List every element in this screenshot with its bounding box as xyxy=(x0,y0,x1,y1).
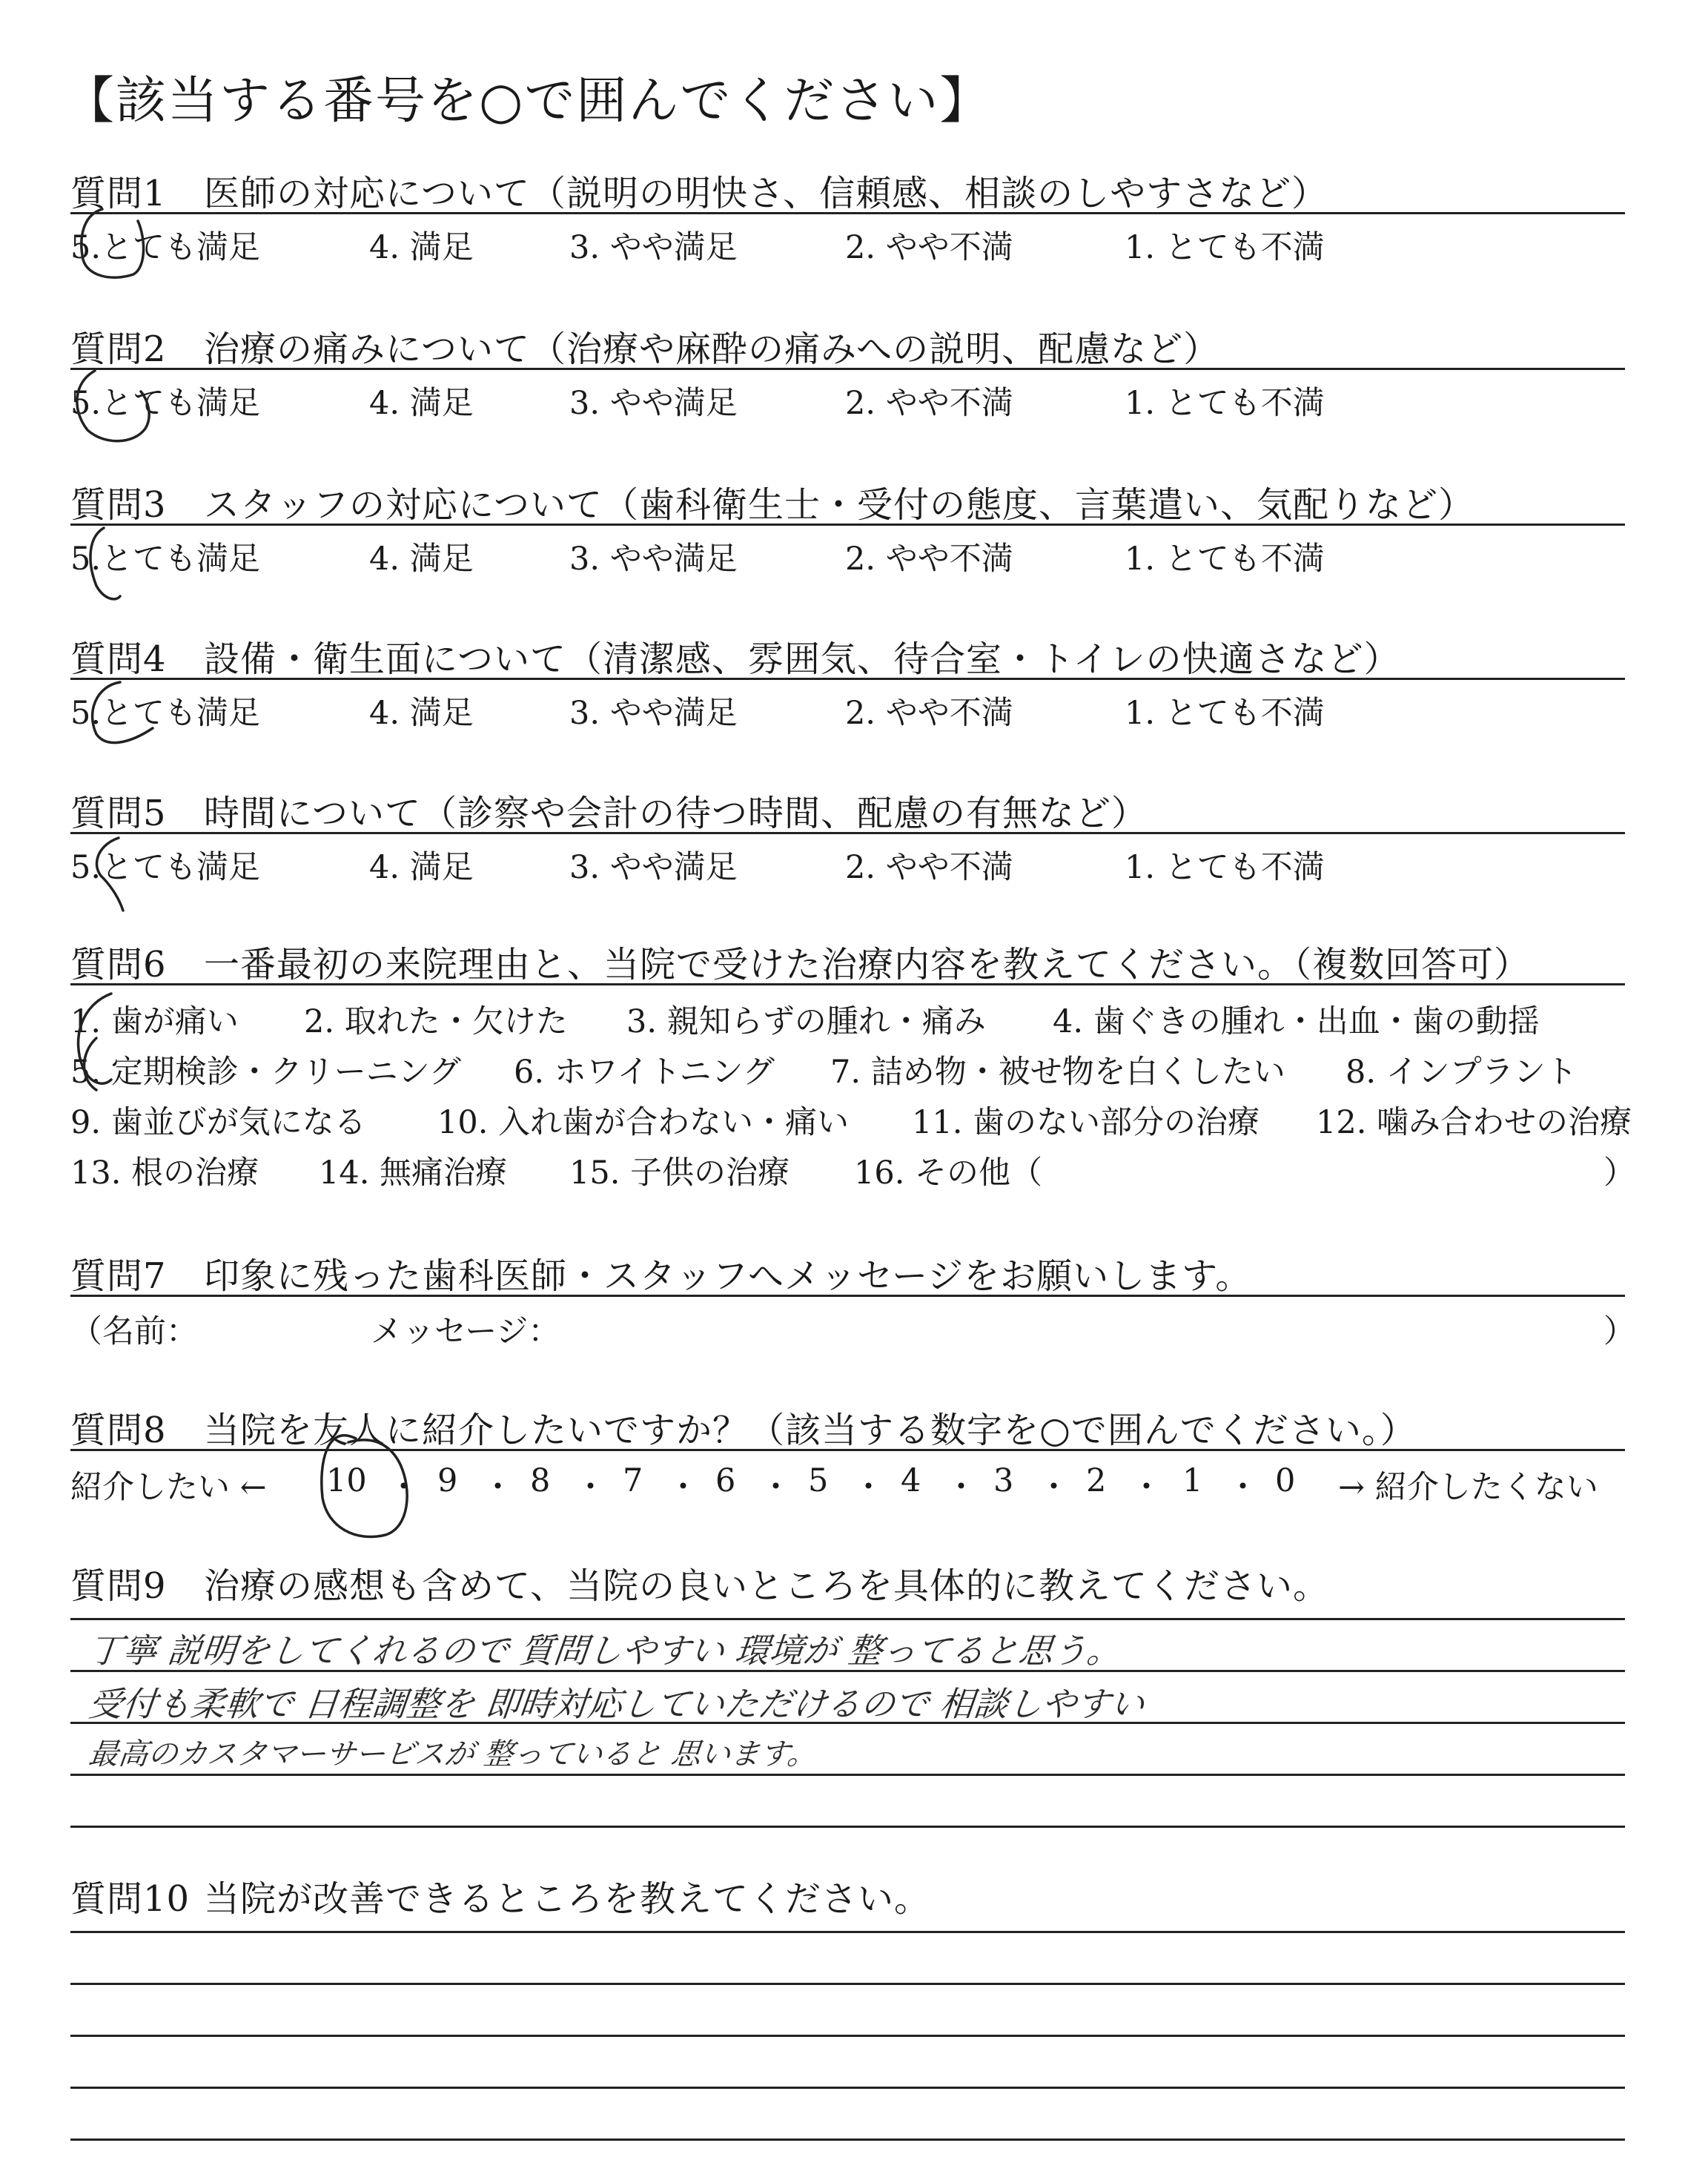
scale-separator: ・ xyxy=(388,1469,420,1506)
rating-option-3[interactable]: 3. やや満足 xyxy=(569,385,738,422)
rating-option-3[interactable]: 3. やや満足 xyxy=(569,229,738,266)
rating-option-1[interactable]: 1. とても不満 xyxy=(1125,229,1325,266)
question-text: 印象に残った歯科医師・スタッフへメッセージをお願いします。 xyxy=(204,1255,1252,1297)
question-rule xyxy=(70,1295,1625,1297)
answer-line xyxy=(70,1983,1625,1985)
question-text: 当院が改善できるところを教えてください。 xyxy=(204,1878,931,1920)
rating-option-5[interactable]: 5.とても満足 xyxy=(70,541,261,578)
question-5 xyxy=(70,785,1148,836)
recommend-right-label: → 紹介したくない xyxy=(1338,1469,1598,1506)
question-number: 質問7 xyxy=(70,1255,167,1297)
scale-separator: ・ xyxy=(1131,1469,1162,1506)
question-number: 質問3 xyxy=(70,484,167,526)
q9-handwritten-line-1: 丁寧 説明をしてくれるので 質問しやすい 環境が 整ってると思う。 xyxy=(86,1631,1124,1671)
question-number: 質問4 xyxy=(70,638,167,680)
rating-option-3[interactable]: 3. やや満足 xyxy=(569,695,738,732)
q6-option-6[interactable]: 6. ホワイトニング xyxy=(514,1054,775,1091)
scale-4[interactable]: 4 xyxy=(901,1462,921,1499)
rating-option-1[interactable]: 1. とても不満 xyxy=(1125,695,1325,732)
rating-option-3[interactable]: 3. やや満足 xyxy=(569,541,738,578)
rating-option-2[interactable]: 2. やや不満 xyxy=(845,695,1013,732)
scale-2[interactable]: 2 xyxy=(1086,1462,1107,1499)
rating-option-1[interactable]: 1. とても不満 xyxy=(1125,541,1325,578)
rating-option-2[interactable]: 2. やや不満 xyxy=(845,849,1013,886)
scale-separator: ・ xyxy=(1227,1469,1259,1506)
scale-8[interactable]: 8 xyxy=(530,1462,551,1499)
question-rule xyxy=(70,212,1625,214)
question-text: 設備・衛生面について（清潔感、雰囲気、待合室・トイレの快適さなど） xyxy=(204,638,1400,680)
question-rule xyxy=(70,678,1625,680)
scale-separator: ・ xyxy=(575,1469,606,1506)
scale-10[interactable]: 10 xyxy=(326,1462,367,1499)
q6-option-3[interactable]: 3. 親知らずの腫れ・痛み xyxy=(626,1003,986,1040)
q6-option-8[interactable]: 8. インプラント xyxy=(1345,1054,1578,1091)
name-label[interactable]: （名前： xyxy=(70,1313,198,1350)
answer-line xyxy=(70,1618,1625,1620)
rating-option-1[interactable]: 1. とても不満 xyxy=(1125,849,1325,886)
question-3 xyxy=(70,476,1474,527)
scale-separator: ・ xyxy=(853,1469,884,1506)
q9-handwritten-line-3: 最高のカスタマーサービスが 整っていると 思います。 xyxy=(87,1737,819,1771)
question-9 xyxy=(70,1557,1329,1608)
answer-line xyxy=(70,2138,1625,2141)
q7-close-paren: ） xyxy=(1603,1313,1635,1350)
scale-separator: ・ xyxy=(1038,1469,1070,1506)
question-4 xyxy=(70,630,1400,681)
rating-option-4[interactable]: 4. 満足 xyxy=(369,695,474,732)
q6-close-paren: ） xyxy=(1603,1155,1635,1192)
scale-7[interactable]: 7 xyxy=(623,1462,643,1499)
message-label[interactable]: メッセージ： xyxy=(371,1313,560,1350)
answer-line xyxy=(70,1931,1625,1933)
question-number: 質問10 xyxy=(70,1878,191,1920)
question-rule xyxy=(70,524,1625,526)
question-rule xyxy=(70,983,1625,985)
question-number: 質問2 xyxy=(70,328,167,370)
scale-separator: ・ xyxy=(760,1469,792,1506)
answer-line xyxy=(70,1826,1625,1828)
answer-line xyxy=(70,1774,1625,1776)
recommend-left-label: 紹介したい ← xyxy=(70,1469,267,1506)
question-number: 質問9 xyxy=(70,1565,167,1607)
rating-option-1[interactable]: 1. とても不満 xyxy=(1125,385,1325,422)
form-title: 【該当する番号を○で囲んでください】 xyxy=(64,72,992,131)
scale-separator: ・ xyxy=(945,1469,977,1506)
q6-option-13[interactable]: 13. 根の治療 xyxy=(70,1155,259,1192)
question-1 xyxy=(70,165,1328,216)
rating-option-2[interactable]: 2. やや不満 xyxy=(845,229,1013,266)
scale-6[interactable]: 6 xyxy=(715,1462,736,1499)
answer-line xyxy=(70,2035,1625,2037)
rating-option-3[interactable]: 3. やや満足 xyxy=(569,849,738,886)
rating-option-4[interactable]: 4. 満足 xyxy=(369,541,474,578)
rating-option-5[interactable]: 5.とても満足 xyxy=(70,849,261,886)
q6-option-2[interactable]: 2. 取れた・欠けた xyxy=(304,1003,568,1040)
rating-option-4[interactable]: 4. 満足 xyxy=(369,849,474,886)
question-number: 質問6 xyxy=(70,944,167,985)
q6-option-9[interactable]: 9. 歯並びが気になる xyxy=(70,1104,366,1141)
q6-option-12[interactable]: 12. 噛み合わせの治療 xyxy=(1316,1104,1632,1141)
question-6 xyxy=(70,936,1530,987)
rating-option-2[interactable]: 2. やや不満 xyxy=(845,541,1013,578)
question-text: 時間について（診察や会計の待つ時間、配慮の有無など） xyxy=(204,793,1148,834)
question-10 xyxy=(70,1870,930,1921)
rating-option-5[interactable]: 5.とても満足 xyxy=(70,695,261,732)
question-text: 医師の対応について（説明の明快さ、信頼感、相談のしやすさなど） xyxy=(204,173,1328,214)
rating-option-2[interactable]: 2. やや不満 xyxy=(845,385,1013,422)
rating-option-5[interactable]: 5.とても満足 xyxy=(70,229,261,266)
q6-option-11[interactable]: 11. 歯のない部分の治療 xyxy=(912,1104,1260,1141)
scale-3[interactable]: 3 xyxy=(993,1462,1014,1499)
q6-option-14[interactable]: 14. 無痛治療 xyxy=(319,1155,508,1192)
scale-separator: ・ xyxy=(667,1469,699,1506)
scale-5[interactable]: 5 xyxy=(808,1462,829,1499)
q6-option-15[interactable]: 15. 子供の治療 xyxy=(569,1155,790,1192)
q6-option-10[interactable]: 10. 入れ歯が合わない・痛い xyxy=(437,1104,850,1141)
question-number: 質問8 xyxy=(70,1410,167,1451)
question-8 xyxy=(70,1401,1417,1453)
q6-option-5[interactable]: 5. 定期検診・クリーニング xyxy=(70,1054,461,1091)
question-2 xyxy=(70,320,1219,371)
question-number: 質問1 xyxy=(70,173,167,214)
q6-option-1[interactable]: 1. 歯が痛い xyxy=(70,1003,239,1040)
q6-option-7[interactable]: 7. 詰め物・被せ物を白くしたい xyxy=(830,1054,1285,1091)
question-text: 治療の感想も含めて、当院の良いところを具体的に教えてください。 xyxy=(204,1565,1330,1607)
q6-option-4[interactable]: 4. 歯ぐきの腫れ・出血・歯の動揺 xyxy=(1053,1003,1540,1040)
question-text: スタッフの対応について（歯科衛生士・受付の態度、言葉遣い、気配りなど） xyxy=(204,484,1475,526)
rating-option-5[interactable]: 5.とても満足 xyxy=(70,385,261,422)
question-text: 治療の痛みについて（治療や麻酔の痛みへの説明、配慮など） xyxy=(204,328,1220,370)
q6-option-16[interactable]: 16. その他（ xyxy=(854,1155,1043,1192)
question-rule xyxy=(70,368,1625,370)
question-text: 一番最初の来院理由と、当院で受けた治療内容を教えてください。（複数回答可） xyxy=(204,944,1531,985)
rating-option-4[interactable]: 4. 満足 xyxy=(369,385,474,422)
question-7 xyxy=(70,1247,1251,1298)
q9-handwritten-line-2: 受付も柔軟で 日程調整を 即時対応していただけるので 相談しやすい xyxy=(86,1684,1147,1724)
scale-0[interactable]: 0 xyxy=(1275,1462,1296,1499)
scale-separator: ・ xyxy=(482,1469,514,1506)
rating-option-4[interactable]: 4. 満足 xyxy=(369,229,474,266)
scale-9[interactable]: 9 xyxy=(437,1462,458,1499)
scale-1[interactable]: 1 xyxy=(1182,1462,1203,1499)
question-rule xyxy=(70,1449,1625,1451)
question-number: 質問5 xyxy=(70,793,167,834)
question-text: 当院を友人に紹介したいですか？（該当する数字を○で囲んでください。） xyxy=(204,1410,1417,1451)
answer-line xyxy=(70,2087,1625,2089)
question-rule xyxy=(70,832,1625,834)
